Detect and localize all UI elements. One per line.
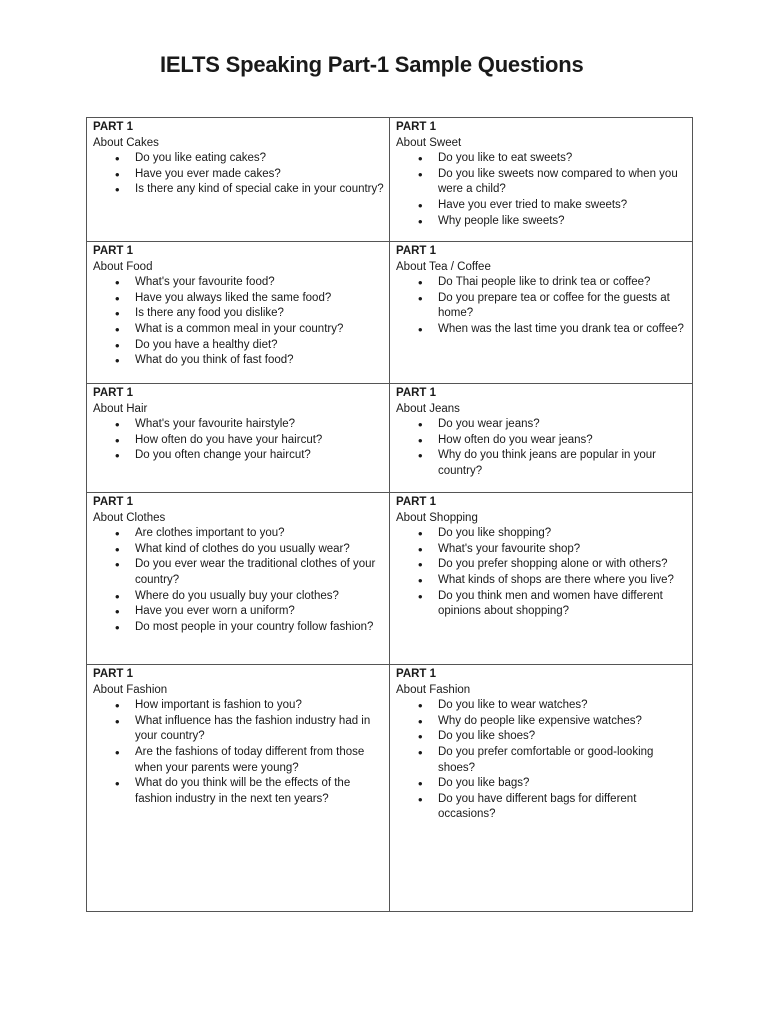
question-list bbox=[396, 151, 688, 229]
question-item: • What's your favourite food? bbox=[135, 275, 385, 291]
question-item: • Why do you think jeans are popular in your country? bbox=[438, 448, 688, 479]
part-label: PART 1 bbox=[93, 496, 134, 508]
question-card-right bbox=[390, 665, 693, 912]
question-item: • When was the last time you drank tea or coffee? bbox=[438, 322, 688, 338]
table-row bbox=[87, 242, 693, 384]
question-item: • What is a common meal in your country? bbox=[135, 322, 385, 338]
topic-heading: About Fashion bbox=[396, 683, 471, 696]
topic-heading: About Food bbox=[93, 260, 153, 273]
question-item: • Why people like sweets? bbox=[438, 214, 688, 230]
topic-heading: About Tea / Coffee bbox=[396, 260, 491, 273]
part-label: PART 1 bbox=[396, 668, 437, 680]
question-item: • Do Thai people like to drink tea or coffee? bbox=[438, 275, 688, 291]
question-item: • How often do you wear jeans? bbox=[438, 433, 688, 449]
question-item: • What's your favourite hairstyle? bbox=[135, 417, 385, 433]
part-label: PART 1 bbox=[93, 387, 134, 399]
question-item: • Are clothes important to you? bbox=[135, 526, 385, 542]
table-row bbox=[87, 384, 693, 493]
question-item: • Do you think men and women have different opinions about shopping? bbox=[438, 589, 688, 620]
question-item: • Do you like shoes? bbox=[438, 729, 688, 745]
part-label: PART 1 bbox=[396, 121, 437, 133]
question-list bbox=[93, 151, 385, 198]
question-item: • Do most people in your country follow fashion? bbox=[135, 620, 385, 636]
question-card-left bbox=[87, 384, 390, 493]
part-label: PART 1 bbox=[396, 387, 437, 399]
question-card-left bbox=[87, 665, 390, 912]
part-label: PART 1 bbox=[93, 668, 134, 680]
question-item: • Do you prefer shopping alone or with others? bbox=[438, 557, 688, 573]
topic-heading: About Hair bbox=[93, 402, 148, 415]
question-item: • Have you ever worn a uniform? bbox=[135, 604, 385, 620]
question-item: • Do you wear jeans? bbox=[438, 417, 688, 433]
question-item: • How often do you have your haircut? bbox=[135, 433, 385, 449]
question-list bbox=[93, 275, 385, 369]
question-item: • Do you like shopping? bbox=[438, 526, 688, 542]
topic-heading: About Sweet bbox=[396, 136, 462, 149]
question-item: • Do you like eating cakes? bbox=[135, 151, 385, 167]
question-item: • Have you ever made cakes? bbox=[135, 167, 385, 183]
part-label: PART 1 bbox=[93, 245, 134, 257]
question-item: • Do you often change your haircut? bbox=[135, 448, 385, 464]
topic-heading: About Clothes bbox=[93, 511, 166, 524]
question-card-left bbox=[87, 493, 390, 665]
question-item: • Do you like to wear watches? bbox=[438, 698, 688, 714]
part-label: PART 1 bbox=[93, 121, 134, 133]
question-item: • Have you always liked the same food? bbox=[135, 291, 385, 307]
part-label: PART 1 bbox=[396, 245, 437, 257]
question-list bbox=[396, 698, 688, 823]
question-card-right bbox=[390, 384, 693, 493]
question-list bbox=[396, 275, 688, 337]
question-list bbox=[396, 526, 688, 620]
table-row bbox=[87, 493, 693, 665]
question-list bbox=[93, 417, 385, 464]
question-card-right bbox=[390, 242, 693, 384]
questions-table bbox=[86, 117, 693, 912]
question-item: • How important is fashion to you? bbox=[135, 698, 385, 714]
question-list bbox=[396, 417, 688, 479]
question-card-left bbox=[87, 118, 390, 242]
question-item: • What's your favourite shop? bbox=[438, 542, 688, 558]
question-item: • Do you prepare tea or coffee for the guests at home? bbox=[438, 291, 688, 322]
question-item: • Do you ever wear the traditional clothes of your country? bbox=[135, 557, 385, 588]
part-label: PART 1 bbox=[396, 496, 437, 508]
question-card-left bbox=[87, 242, 390, 384]
topic-heading: About Fashion bbox=[93, 683, 168, 696]
question-item: • Why do people like expensive watches? bbox=[438, 714, 688, 730]
question-card-right bbox=[390, 493, 693, 665]
question-item: • What do you think of fast food? bbox=[135, 353, 385, 369]
question-item: • Where do you usually buy your clothes? bbox=[135, 589, 385, 605]
question-item: • What kind of clothes do you usually wear? bbox=[135, 542, 385, 558]
table-row bbox=[87, 665, 693, 912]
question-item: • Is there any food you dislike? bbox=[135, 306, 385, 322]
question-item: • Have you ever tried to make sweets? bbox=[438, 198, 688, 214]
topic-heading: About Shopping bbox=[396, 511, 478, 524]
question-list bbox=[93, 698, 385, 807]
question-card-right bbox=[390, 118, 693, 242]
topic-heading: About Jeans bbox=[396, 402, 460, 415]
topic-heading: About Cakes bbox=[93, 136, 159, 149]
question-item: • Are the fashions of today different from those when your parents were young? bbox=[135, 745, 385, 776]
question-item: • Is there any kind of special cake in your country? bbox=[135, 182, 385, 198]
question-item: • Do you like to eat sweets? bbox=[438, 151, 688, 167]
question-item: • What influence has the fashion industry had in your country? bbox=[135, 714, 385, 745]
question-list bbox=[93, 526, 385, 635]
question-item: • What do you think will be the effects of the fashion industry in the next ten years? bbox=[135, 776, 385, 807]
question-item: • Do you prefer comfortable or good-looking shoes? bbox=[438, 745, 688, 776]
question-item: • Do you have a healthy diet? bbox=[135, 338, 385, 354]
question-item: • Do you like sweets now compared to when you were a child? bbox=[438, 167, 688, 198]
question-item: • What kinds of shops are there where you live? bbox=[438, 573, 688, 589]
page-title: IELTS Speaking Part-1 Sample Questions bbox=[160, 52, 584, 77]
question-item: • Do you have different bags for different occasions? bbox=[438, 792, 688, 823]
table-row bbox=[87, 118, 693, 242]
questions-table-body bbox=[87, 118, 693, 912]
question-item: • Do you like bags? bbox=[438, 776, 688, 792]
